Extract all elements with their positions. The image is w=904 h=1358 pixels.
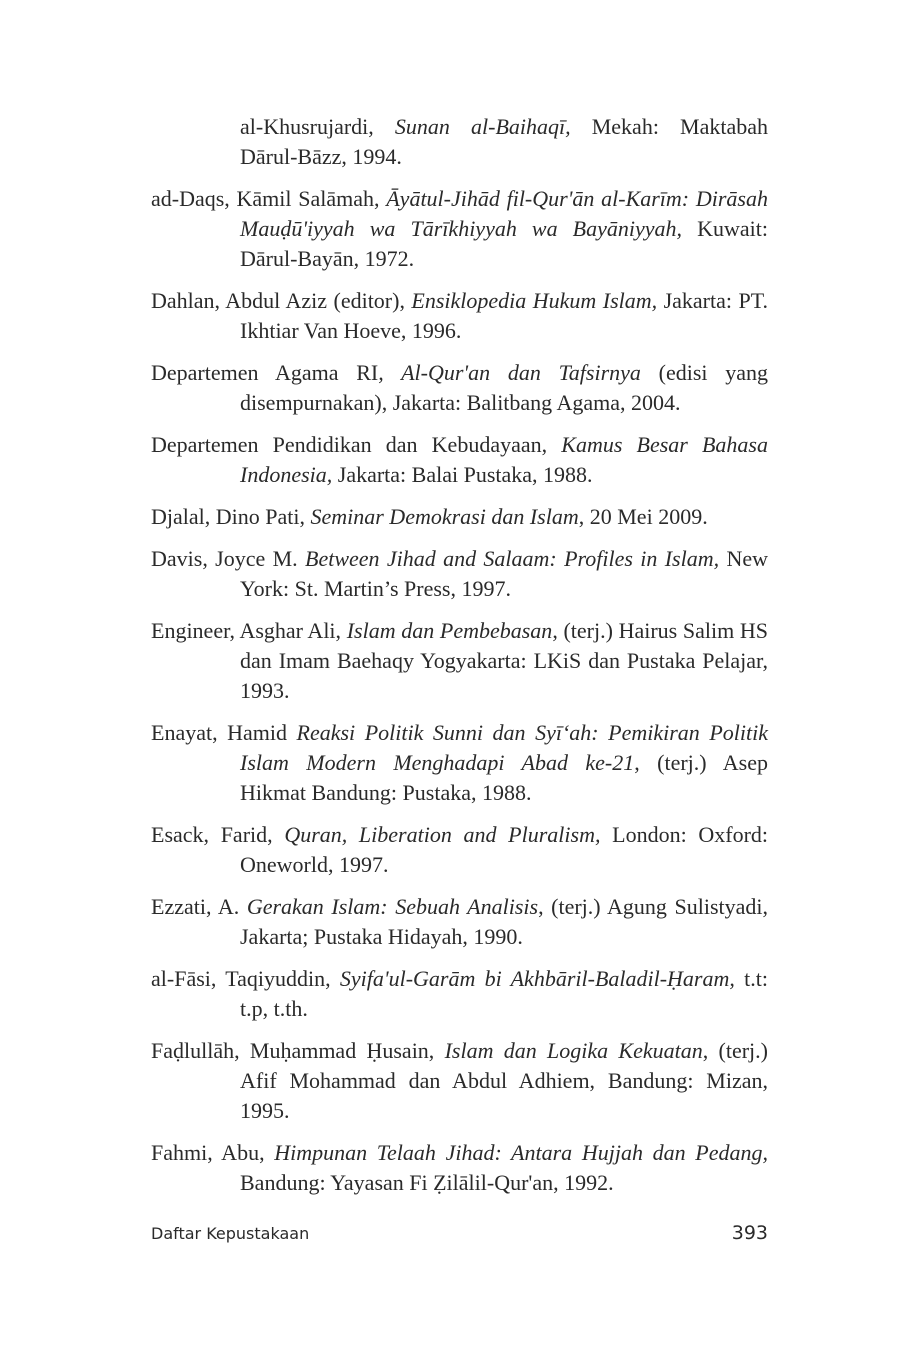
entry-author: Ezzati, A. (151, 894, 247, 919)
bibliography-entry (151, 286, 768, 346)
entry-publication: Kuwait: Dārul-Bayān, 1972. (240, 216, 768, 271)
bibliography-entry (151, 502, 768, 532)
entry-publication: (edisi yang disempurnakan), Jakarta: Balitbang Agama, 2004. (240, 360, 768, 415)
entry-publication: , (terj.) Hairus Salim HS dan Imam Baehaqy Yogyakarta: LKiS dan Pustaka Pelajar, 1993. (240, 618, 768, 703)
bibliography-entry (151, 112, 768, 172)
entry-title: Sunan al-Baihaqī, (394, 114, 571, 139)
entry-title: , Al-Qur'an dan Tafsirnya (378, 360, 641, 385)
entry-author: Departemen Pendidikan dan Kebudayaan, (151, 432, 562, 457)
entry-title: Islam dan Pembebasan (346, 618, 553, 643)
entry-title: Reaksi Politik Sunni dan Syī‘ah: Pemikiran Politik Islam Modern Menghadapi Abad ke-21 (240, 720, 768, 775)
entry-author: al-Khusrujardi, (240, 114, 395, 139)
page-footer (151, 1222, 768, 1248)
entry-publication: Bandung: Yayasan Fi Ẓilālil-Qur'an, 1992. (240, 1170, 614, 1195)
bibliography-list (151, 112, 768, 1210)
bibliography-entry (151, 820, 768, 880)
entry-title: Gerakan Islam: Sebuah Analisis (246, 894, 539, 919)
running-title: Daftar Kepustakaan (151, 1224, 310, 1243)
entry-publication: Jakarta: Balai Pustaka, 1988. (332, 462, 593, 487)
entry-publication: , (terj.) Agung Sulistyadi, Jakarta; Pustaka Hidayah, 1990. (240, 894, 768, 949)
page-number: 393 (731, 1222, 768, 1244)
bibliography-entry (151, 616, 768, 706)
bibliography-entry (151, 964, 768, 1024)
entry-author: Dahlan, Abdul Aziz (editor), (151, 288, 412, 313)
entry-publication: , (terj.) Asep Hikmat Bandung: Pustaka, 1988. (240, 750, 768, 805)
entry-publication: New York: St. Martin’s Press, 1997. (240, 546, 768, 601)
entry-publication: , 20 Mei 2009. (578, 504, 708, 529)
bibliography-entry (151, 1036, 768, 1126)
entry-author: ad-Daqs, Kāmil Salāmah, (151, 186, 387, 211)
entry-title: Syifa'ul-Garām bi Akhbāril-Baladil-Ḥaram, (339, 966, 735, 991)
entry-title: Quran, Liberation and Pluralism, (284, 822, 601, 847)
entry-title: Islam dan Logika Kekuatan (444, 1038, 703, 1063)
entry-publication: t.t: t.p, t.th. (240, 966, 768, 1021)
bibliography-entry (151, 184, 768, 274)
entry-publication: Jakarta: PT. Ikhtiar Van Hoeve, 1996. (240, 288, 768, 343)
bibliography-entry (151, 1138, 768, 1198)
bibliography-entry (151, 718, 768, 808)
bibliography-entry (151, 544, 768, 604)
entry-publication: Mekah: Maktabah Dārul-Bāzz, 1994. (240, 114, 769, 169)
entry-title: Seminar Demokrasi dan Islam (310, 504, 579, 529)
entry-author: Enayat, Hamid (151, 720, 297, 745)
entry-author: Engineer, Asghar Ali, (151, 618, 347, 643)
entry-author: Djalal, Dino Pati, (151, 504, 311, 529)
entry-title: Ensiklopedia Hukum Islam, (411, 288, 658, 313)
entry-title: Himpunan Telaah Jihad: Antara Hujjah dan Pedang, (274, 1140, 768, 1165)
entry-author: Fahmi, Abu, (151, 1140, 275, 1165)
entry-author: al-Fāsi, Taqiyuddin, (151, 966, 340, 991)
entry-author: Departemen Agama RI (151, 360, 379, 385)
entry-publication: , (terj.) Afif Mohammad dan Abdul Adhiem, Bandung: Mizan, 1995. (240, 1038, 768, 1123)
bibliography-entry (151, 430, 768, 490)
entry-title: Between Jihad and Salaam: Profiles in Islam, (305, 546, 720, 571)
entry-publication: London: Oxford: Oneworld, 1997. (240, 822, 769, 877)
entry-title: Āyātul-Jihād fil-Qur'ān al-Karīm: Dirāsah Mauḍū'iyyah wa Tārīkhiyyah wa Bayāniyyah, (240, 186, 768, 241)
entry-author: Davis, Joyce M. (151, 546, 305, 571)
entry-author: Faḍlullāh, Muḥammad Ḥusain, (151, 1038, 445, 1063)
entry-title: Kamus Besar Bahasa Indonesia, (240, 432, 768, 487)
bibliography-entry (151, 892, 768, 952)
bibliography-entry (151, 358, 768, 418)
entry-author: Esack, Farid, (151, 822, 285, 847)
